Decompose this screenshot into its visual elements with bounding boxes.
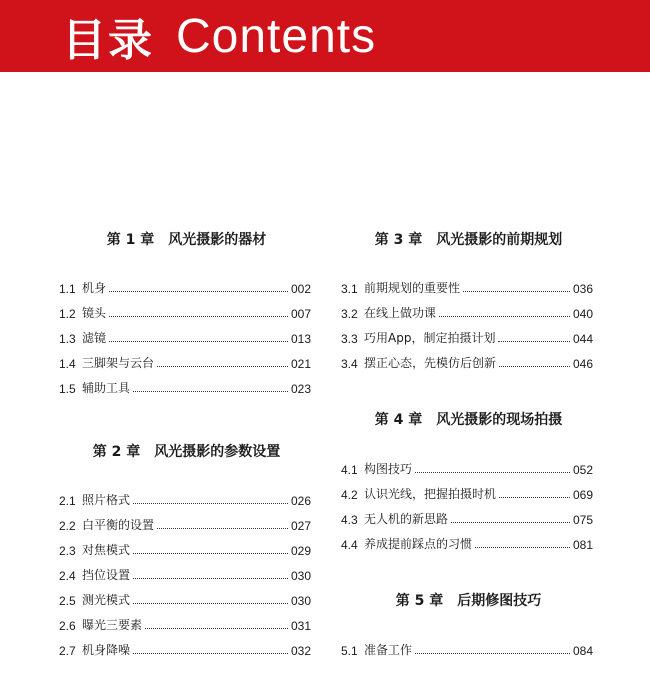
toc-entry-1-1[interactable] xyxy=(59,278,311,296)
page-number: 031 xyxy=(290,619,311,633)
section-number: 2.4 xyxy=(59,569,76,583)
page-title xyxy=(62,8,376,64)
page-number: 026 xyxy=(290,494,311,508)
toc-entry-4-2[interactable] xyxy=(341,484,593,502)
page-number: 069 xyxy=(572,488,593,502)
chapter-number: 第 4 章 xyxy=(374,412,423,428)
section-number: 4.2 xyxy=(341,488,358,502)
section-number: 5.1 xyxy=(341,644,358,658)
toc-entry-2-7[interactable] xyxy=(59,640,311,658)
section-number: 1.2 xyxy=(59,307,76,321)
chapter-number: 第 5 章 xyxy=(395,593,444,609)
section-title: 挡位设置 xyxy=(82,568,131,582)
dot-leader xyxy=(499,366,570,367)
toc-entry-4-3[interactable] xyxy=(341,509,593,527)
page-number: 029 xyxy=(290,544,311,558)
toc-entry-4-4[interactable] xyxy=(341,534,593,552)
section-title: 照片格式 xyxy=(82,493,131,507)
dot-leader xyxy=(451,522,570,523)
chapter-title: 风光摄影的器材 xyxy=(168,232,267,248)
page-number: 032 xyxy=(290,644,311,658)
section-title: 无人机的新思路 xyxy=(364,512,449,526)
section-number: 3.2 xyxy=(341,307,358,321)
section-number: 2.2 xyxy=(59,519,76,533)
page-number: 030 xyxy=(290,569,311,583)
section-title: 准备工作 xyxy=(364,643,413,657)
dot-leader xyxy=(157,366,288,367)
toc-entry-2-3[interactable] xyxy=(59,540,311,558)
page-number: 021 xyxy=(290,357,311,371)
chapter-title: 后期修图技巧 xyxy=(457,593,542,609)
toc-entry-1-2[interactable] xyxy=(59,303,311,321)
dot-leader xyxy=(439,316,570,317)
toc-entry-5-1[interactable] xyxy=(341,640,593,658)
toc-entry-3-1[interactable] xyxy=(341,278,593,296)
chapter-title: 风光摄影的现场拍摄 xyxy=(436,412,563,428)
toc-entry-2-2[interactable] xyxy=(59,515,311,533)
section-number: 3.3 xyxy=(341,332,358,346)
chapter-heading-1 xyxy=(59,229,314,249)
toc-entry-1-5[interactable] xyxy=(59,378,311,396)
section-number: 2.6 xyxy=(59,619,76,633)
toc-entry-3-4[interactable] xyxy=(341,353,593,371)
section-title: 辅助工具 xyxy=(82,381,131,395)
dot-leader xyxy=(133,503,288,504)
section-title: 巧用App，制定拍摄计划 xyxy=(364,331,496,345)
chapter-heading-2 xyxy=(59,441,314,461)
page-number: 075 xyxy=(572,513,593,527)
page-number: 036 xyxy=(572,282,593,296)
section-title: 镜头 xyxy=(82,306,107,320)
section-number: 4.4 xyxy=(341,538,358,552)
dot-leader xyxy=(133,578,288,579)
section-title: 构图技巧 xyxy=(364,462,413,476)
section-number: 2.5 xyxy=(59,594,76,608)
section-title: 摆正心态，先模仿后创新 xyxy=(364,356,497,370)
page-number: 030 xyxy=(290,594,311,608)
chapter-number: 第 3 章 xyxy=(374,232,423,248)
dot-leader xyxy=(145,628,288,629)
section-number: 2.3 xyxy=(59,544,76,558)
toc-entry-1-4[interactable] xyxy=(59,353,311,371)
section-title: 三脚架与云台 xyxy=(82,356,155,370)
page-number: 081 xyxy=(572,538,593,552)
section-title: 前期规划的重要性 xyxy=(364,281,461,295)
dot-leader xyxy=(133,553,288,554)
dot-leader xyxy=(133,391,288,392)
dot-leader xyxy=(499,497,570,498)
toc-entry-2-5[interactable] xyxy=(59,590,311,608)
toc-entry-3-3[interactable] xyxy=(341,328,593,346)
section-number: 2.1 xyxy=(59,494,76,508)
toc-entry-4-1[interactable] xyxy=(341,459,593,477)
page-number: 084 xyxy=(572,644,593,658)
dot-leader xyxy=(133,603,288,604)
section-title: 机身降噪 xyxy=(82,643,131,657)
dot-leader xyxy=(109,316,288,317)
dot-leader xyxy=(475,547,570,548)
page-number: 044 xyxy=(572,332,593,346)
chapter-title: 风光摄影的参数设置 xyxy=(154,444,281,460)
section-title: 认识光线，把握拍摄时机 xyxy=(364,487,497,501)
section-title: 测光模式 xyxy=(82,593,131,607)
section-number: 1.5 xyxy=(59,382,76,396)
section-title: 机身 xyxy=(82,281,107,295)
page-number: 052 xyxy=(572,463,593,477)
section-number: 4.3 xyxy=(341,513,358,527)
chapter-title: 风光摄影的前期规划 xyxy=(436,232,563,248)
section-title: 在线上做功课 xyxy=(364,306,437,320)
chapter-heading-3 xyxy=(341,229,596,249)
chapter-number: 第 2 章 xyxy=(92,444,141,460)
dot-leader xyxy=(498,341,570,342)
title-chinese: 目录 xyxy=(62,15,154,66)
dot-leader xyxy=(109,341,288,342)
section-number: 1.1 xyxy=(59,282,76,296)
section-title: 养成提前踩点的习惯 xyxy=(364,537,473,551)
section-title: 滤镜 xyxy=(82,331,107,345)
section-title: 曝光三要素 xyxy=(82,618,143,632)
dot-leader xyxy=(133,653,288,654)
toc-entry-2-4[interactable] xyxy=(59,565,311,583)
page-number: 007 xyxy=(290,307,311,321)
dot-leader xyxy=(157,528,288,529)
section-title: 白平衡的设置 xyxy=(82,518,155,532)
toc-entry-1-3[interactable] xyxy=(59,328,311,346)
section-number: 2.7 xyxy=(59,644,76,658)
page-number: 027 xyxy=(290,519,311,533)
dot-leader xyxy=(109,291,288,292)
section-number: 1.4 xyxy=(59,357,76,371)
toc-entry-2-6[interactable] xyxy=(59,615,311,633)
section-number: 3.1 xyxy=(341,282,358,296)
toc-entry-3-2[interactable] xyxy=(341,303,593,321)
page-number: 013 xyxy=(290,332,311,346)
dot-leader xyxy=(415,653,570,654)
contents-header-bar xyxy=(0,0,650,72)
section-title: 对焦模式 xyxy=(82,543,131,557)
title-english: Contents xyxy=(176,9,377,63)
section-number: 1.3 xyxy=(59,332,76,346)
page-number: 040 xyxy=(572,307,593,321)
page-number: 046 xyxy=(572,357,593,371)
chapter-heading-4 xyxy=(341,409,596,429)
page-number: 023 xyxy=(290,382,311,396)
section-number: 3.4 xyxy=(341,357,358,371)
dot-leader xyxy=(415,472,570,473)
dot-leader xyxy=(463,291,570,292)
toc-entry-2-1[interactable] xyxy=(59,490,311,508)
chapter-number: 第 1 章 xyxy=(106,232,155,248)
section-number: 4.1 xyxy=(341,463,358,477)
page-number: 002 xyxy=(290,282,311,296)
chapter-heading-5 xyxy=(341,590,596,610)
